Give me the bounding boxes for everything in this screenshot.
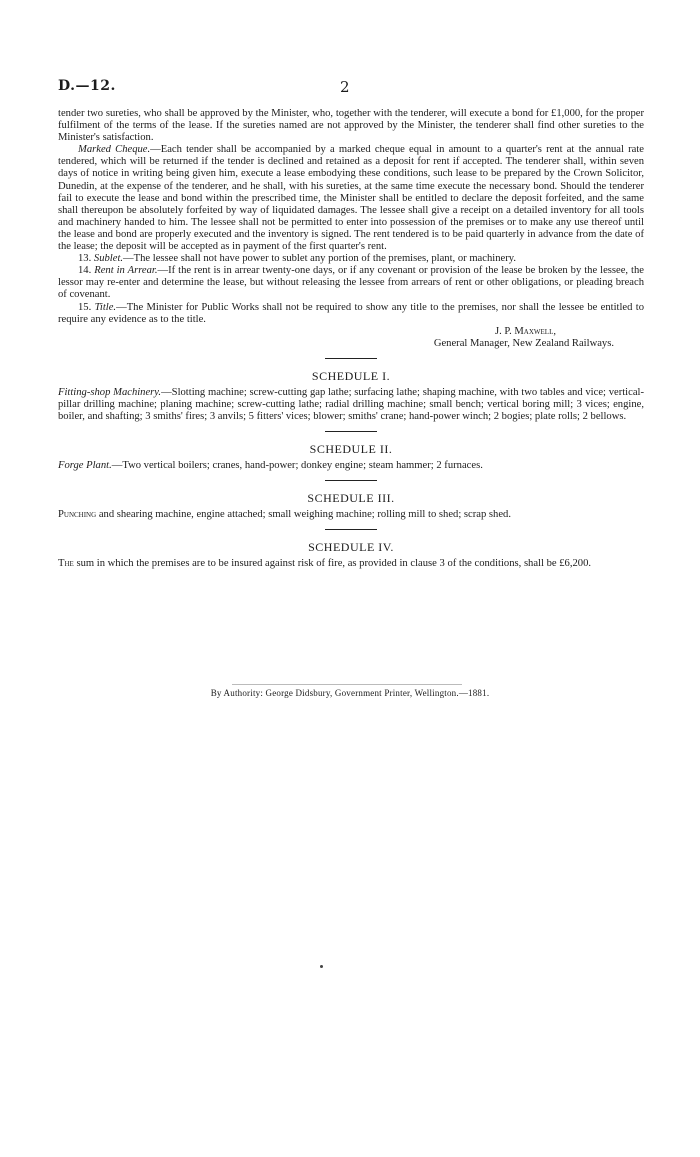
schedule-text	[58, 558, 644, 570]
section-divider	[325, 431, 377, 432]
schedule-title: SCHEDULE II.	[309, 442, 393, 457]
clause-text: —Each tender shall be accompanied by a marked cheque equal in amount to a quarter's rent at the annual rate tendered, which will be returned if the tender is declined and retained as a deposit for rent if accepted. The tenderer shall, within seven days of notice in writing being given him, execute a lease embodying these conditions, such lease to be prepared by the Crown Solicitor, Dunedin, at the expense of the tenderer, and he shall, with his sureties, at the same time execute the necessary bond. Should the tenderer fail to execute the lease and bond within the prescribed time, the Minister shall be entitled to declare the deposit forfeited, and the same shall thereupon be absolutely forfeited by way of liquidated damages. The lessee shall give a receipt on a detailed inventory for all tools and machinery handed to him. The lessee shall not be permitted to enter into possession of the premises or to make any use thereof until the lease and bond are properly executed and the inventory is signed. The rent tendered is to be paid quarterly in advance from the date of the lease; the deposit will be accepted as in payment of the first quarter's rent.	[58, 144, 644, 253]
footer-divider	[232, 684, 462, 685]
schedule-items: sum in which the premises are to be insured against risk of fire, as provided in clause 3 of the conditions, shall be £6,200.	[73, 558, 592, 570]
section-divider	[325, 480, 377, 481]
page-number: 2	[340, 78, 350, 96]
section-divider	[325, 358, 377, 359]
schedule-4	[58, 540, 644, 570]
page-header	[58, 78, 642, 98]
signature-name: J. P. Maxwell,	[494, 325, 556, 337]
section-divider	[325, 529, 377, 530]
schedule-text	[58, 460, 644, 472]
schedule-1	[58, 369, 644, 432]
clause-number: 14.	[78, 265, 92, 277]
schedule-lead: Punching	[58, 509, 97, 521]
clause-title: Sublet.	[93, 253, 124, 265]
clause-number: 13.	[78, 253, 92, 265]
clause-title: Title.	[94, 301, 117, 313]
clause-text: —The Minister for Public Works shall not be required to show any title to the premises, nor shall the lessee be entitled to require any evidence as to the title.	[58, 301, 644, 325]
schedule-lead: The	[58, 558, 74, 570]
schedule-title: SCHEDULE I.	[311, 368, 391, 383]
paragraph-marked-cheque	[58, 144, 644, 253]
clause-title: Rent in Arrear.	[94, 265, 158, 277]
schedule-title: SCHEDULE IV.	[308, 540, 394, 555]
schedule-2	[58, 442, 644, 481]
print-speck	[320, 965, 323, 968]
paragraph-title	[58, 302, 644, 326]
document-reference: D.—12.	[58, 78, 116, 94]
schedule-text	[58, 509, 644, 521]
clause-text: —The lessee shall not have power to sublet any portion of the premises, plant, or machinery.	[123, 253, 516, 265]
schedule-items: —Two vertical boilers; cranes, hand-power; donkey engine; steam hammer; 2 furnaces.	[111, 460, 483, 472]
clause-number: 15.	[78, 301, 92, 313]
printer-imprint: By Authority: George Didsbury, Government Printer, Wellington.—1881.	[210, 688, 490, 698]
paragraph-rent-in-arrear	[58, 265, 644, 301]
schedule-lead: Forge Plant.	[58, 460, 112, 472]
schedule-3	[58, 491, 644, 530]
schedule-text	[58, 387, 644, 423]
paragraph-sureties: tender two sureties, who shall be approved by the Minister, who, together with the tenderer, will execute a bond for £1,000, for the proper fulfilment of the terms of the lease. If the sureties named are not approved by the Minister, the tenderer shall find other sureties to the Minister's satisfaction.	[58, 108, 644, 144]
schedule-lead: Fitting-shop Machinery.	[58, 386, 162, 398]
schedule-items: —Slotting machine; screw-cutting gap lathe; surfacing lathe; shaping machine, with two tables and vice; vertical-pillar drilling machine; planing machine; screw-cutting lathe; radial drilling machine; small bench; vertical boring mill; 3 vices; engine, boiler, and shafting; 3 smiths' fires; 3 anvils; 5 fitters' vices; blower; smiths' crane; hand-power winch; 2 bogies; plate rolls; 2 bellows.	[58, 386, 644, 423]
document-body	[58, 108, 644, 570]
schedule-title: SCHEDULE III.	[307, 491, 395, 506]
schedule-items: and shearing machine, engine attached; small weighing machine; rolling mill to shed; scrap shed.	[96, 509, 511, 521]
clause-text: —If the rent is in arrear twenty-one days, or if any covenant or provision of the lease be broken by the lessee, the lessor may re-enter and determine the lease, but without releasing the lessee from arrears of rent or other obligations, or pleading breach of covenant.	[58, 265, 644, 301]
clause-title: Marked Cheque.	[78, 144, 151, 156]
signature-title: General Manager, New Zealand Railways.	[433, 337, 614, 349]
paragraph-sublet	[58, 253, 644, 265]
